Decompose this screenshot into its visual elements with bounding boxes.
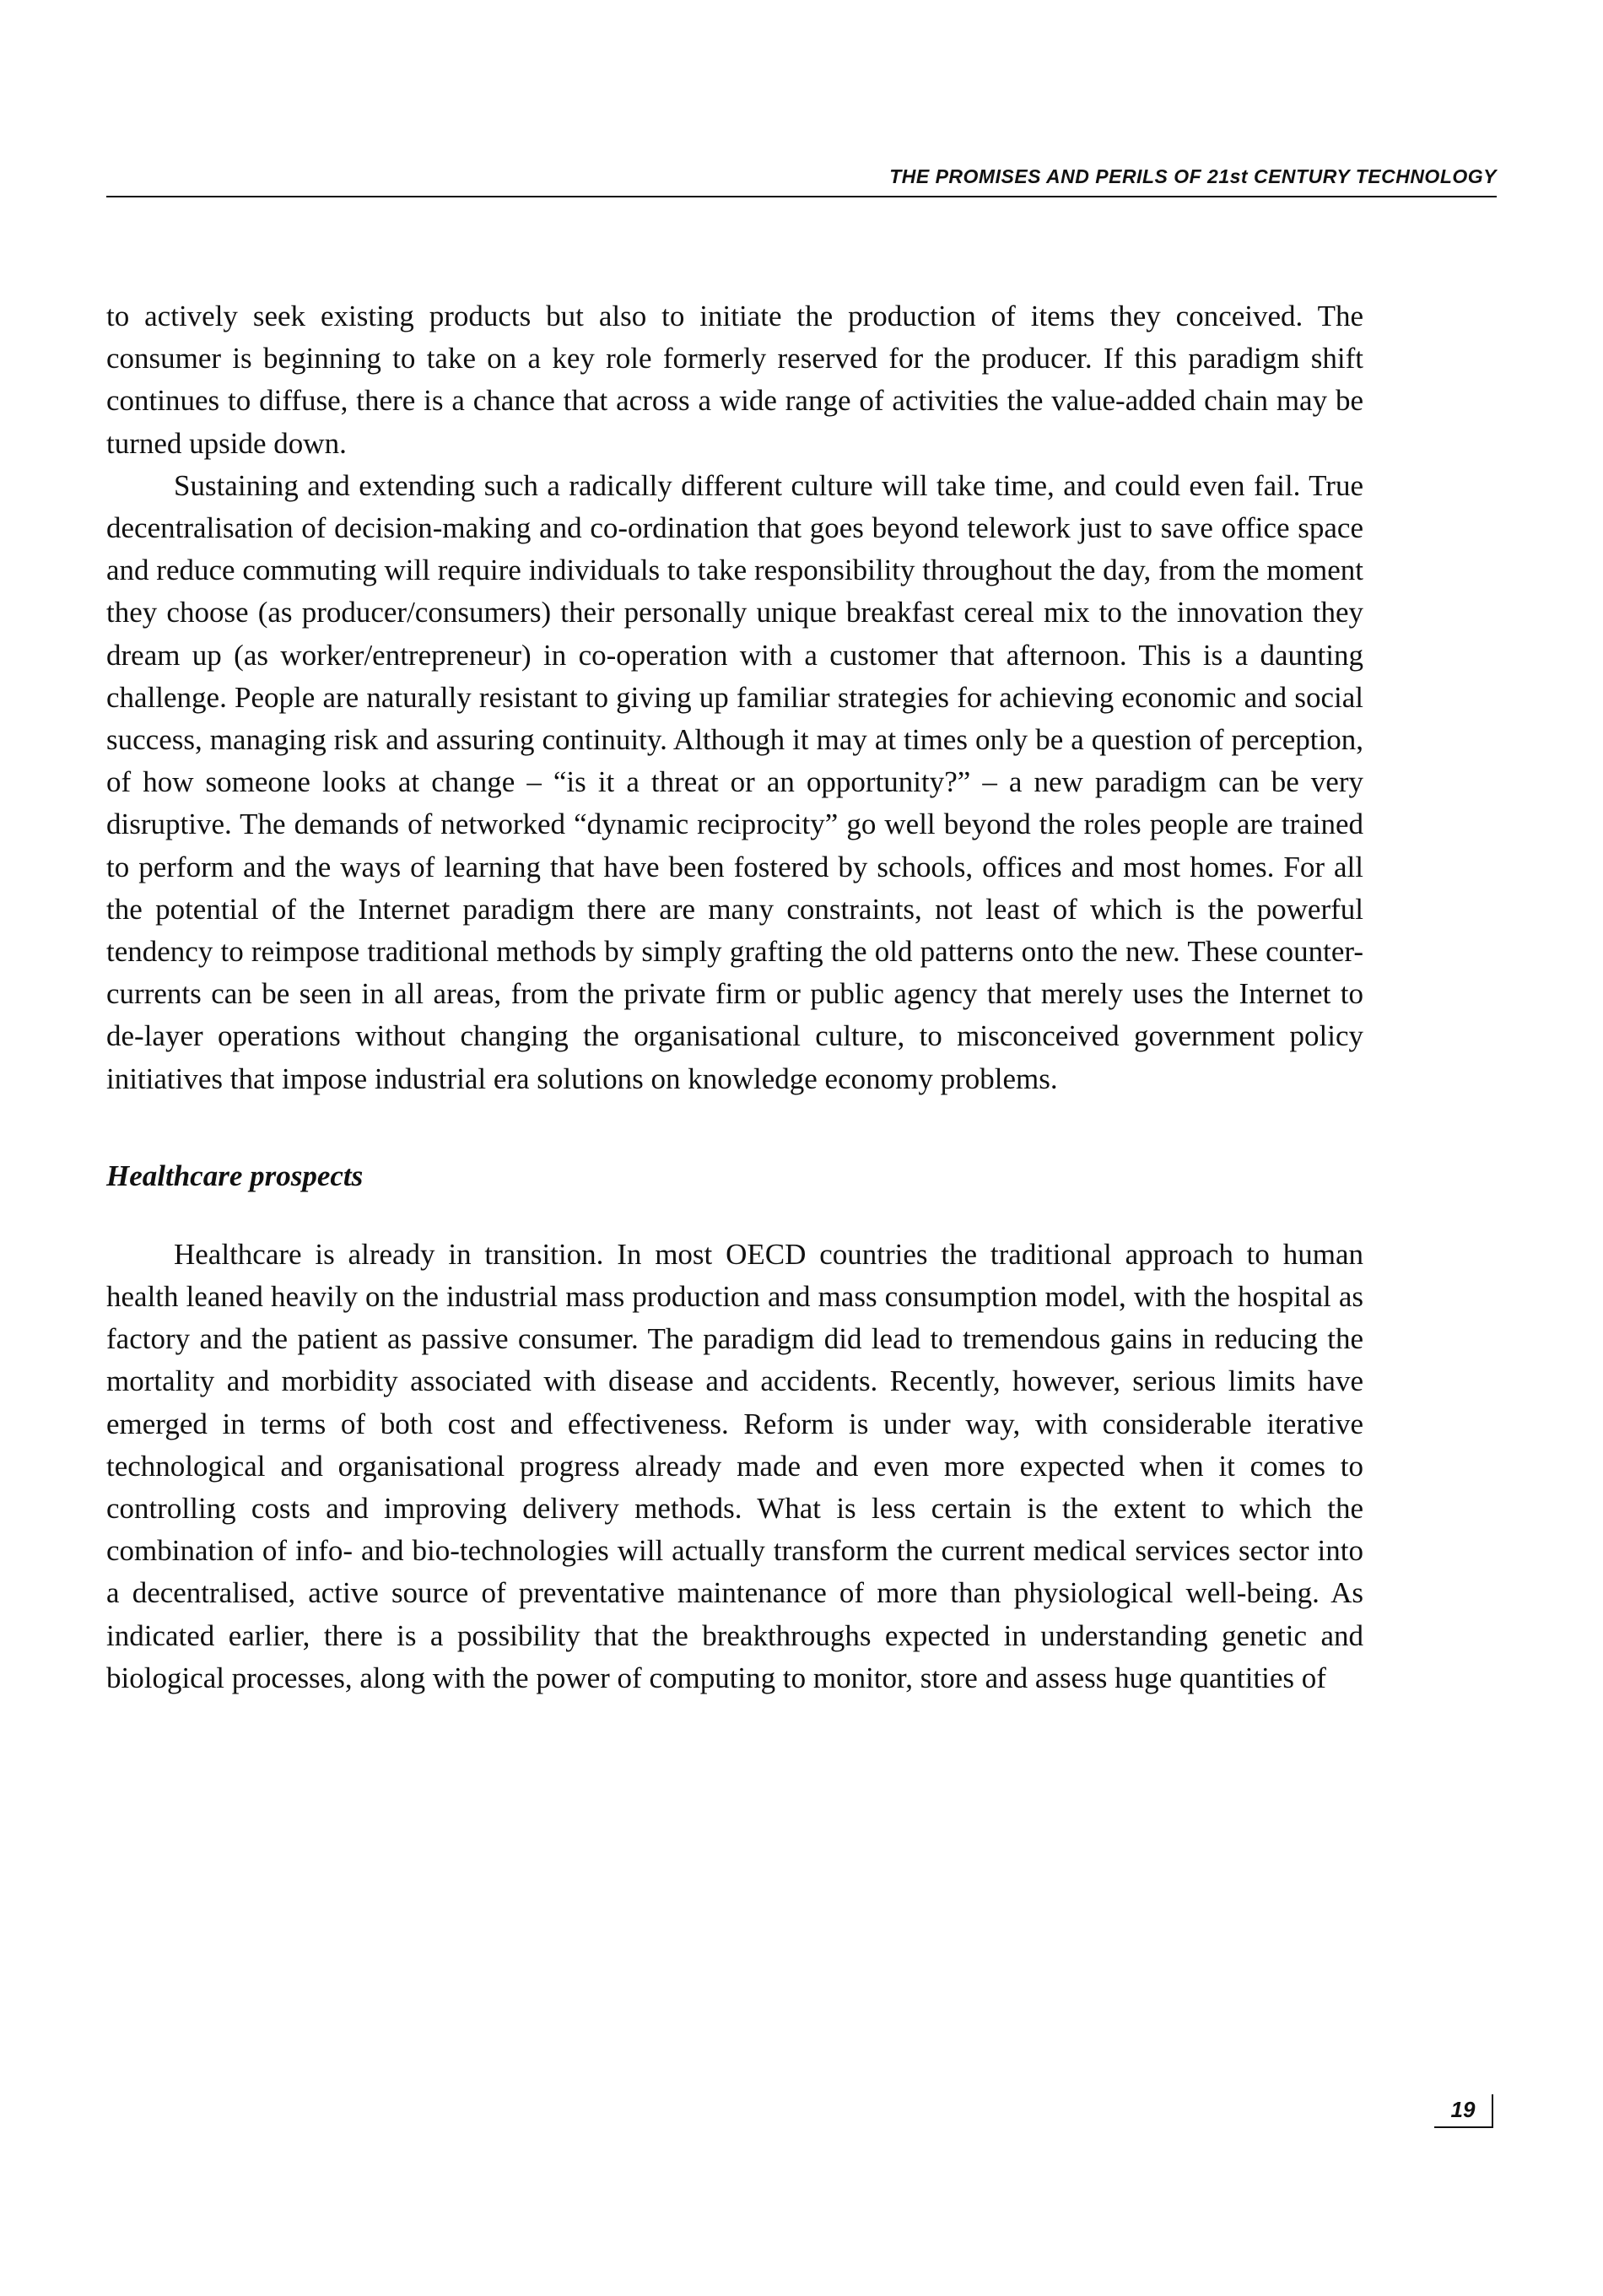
- paragraph-healthcare: Healthcare is already in transition. In most OECD countries the traditional approach to human health leaned heavily on the industrial mass production and mass consumption model, with the hospital as factory and the patient as passive consumer. The paradigm did lead to tremendous gains in reducing the mortality and morbidity associated with disease and accidents. Recently, however, serious limits have emerged in terms of both cost and effectiveness. Reform is under way, with considerable iterative technological and organisational progress already made and even more expected when it comes to controlling costs and improving delivery methods. What is less certain is the extent to which the combination of info- and bio-technologies will actually transform the current medical services sector into a decentralised, active source of preventative maintenance of more than physiological well-being. As indicated earlier, there is a possibility that the breakthroughs expected in understanding genetic and biological processes, along with the power of computing to monitor, store and assess huge quantities of: [106, 1237, 1363, 1694]
- body-text: [106, 295, 1363, 1699]
- paragraph-continuation: to actively seek existing products but also to initiate the production of items they conceived. The consumer is beginning to take on a key role formerly reserved for the producer. If this paradigm shift continues to diffuse, there is a chance that across a wide range of activities the value-added chain may be turned upside down.: [106, 300, 1363, 460]
- page-number: 19: [1434, 2094, 1493, 2128]
- section-heading: Healthcare prospects: [106, 1159, 364, 1192]
- paragraph-culture: Sustaining and extending such a radically different culture will take time, and could even fail. True decentralisation of decision-making and co-ordination that goes beyond telework just to save office space and reduce commuting will require individuals to take responsibility throughout the day, from the moment they choose (as producer/consumers) their personally unique breakfast cereal mix to the innovation they dream up (as worker/entrepreneur) in co-operation with a customer that afternoon. This is a daunting challenge. People are naturally resistant to giving up familiar strategies for achieving economic and social success, managing risk and assuring continuity. Although it may at times only be a question of perception, of how someone looks at change – “is it a threat or an opportunity?” – a new paradigm can be very disruptive. The demands of networked “dynamic reciprocity” go well beyond the roles people are trained to perform and the ways of learning that have been fostered by schools, offices and most homes. For all the potential of the Internet paradigm there are many constraints, not least of which is the powerful tendency to reimpose traditional methods by simply grafting the old patterns onto the new. These counter-currents can be seen in all areas, from the private firm or public agency that merely uses the Internet to de-layer operations without changing the organisational culture, to misconceived government policy initiatives that impose industrial era solutions on knowledge economy problems.: [106, 468, 1363, 1095]
- header-rule: [106, 196, 1497, 197]
- running-header: THE PROMISES AND PERILS OF 21st CENTURY TECHNOLOGY: [889, 165, 1497, 187]
